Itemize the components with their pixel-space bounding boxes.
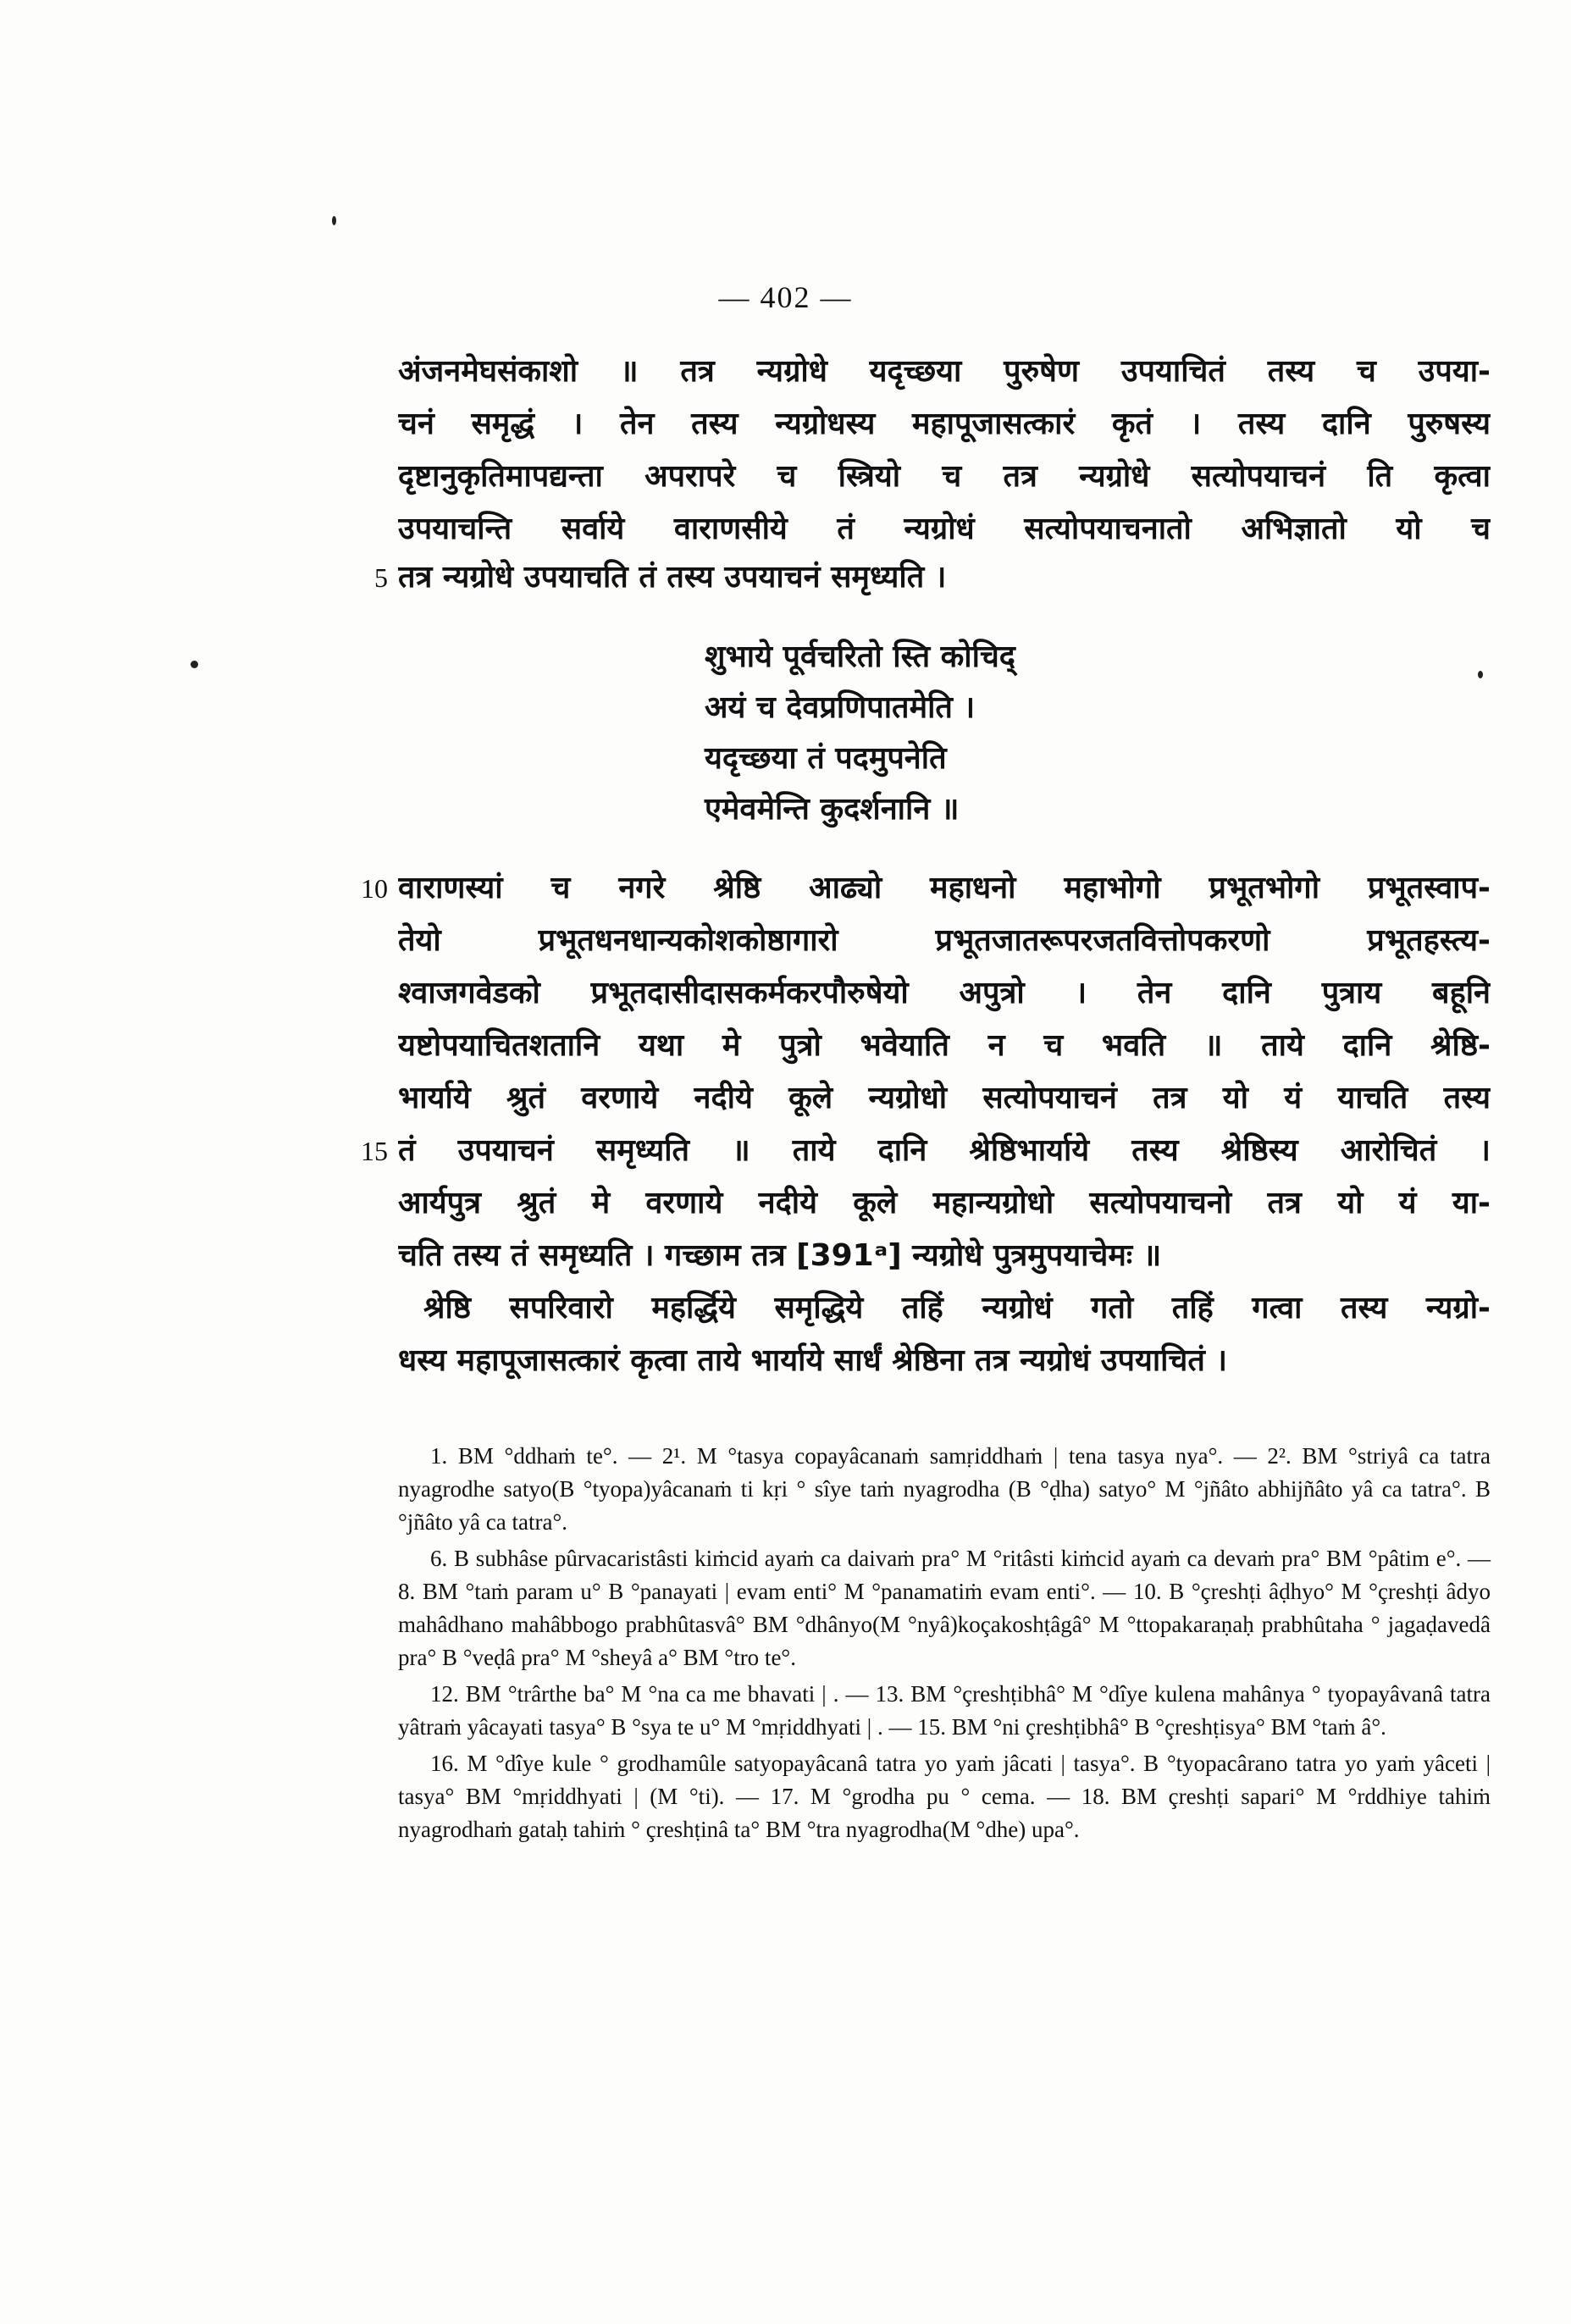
text-line: आर्यपुत्र श्रुतं मे वरणाये नदीये कूले महान्यग्रोधो सत्योपयाचनो तत्र यो यं या- xyxy=(398,1186,1491,1220)
ink-speck xyxy=(332,216,336,225)
text-line: चनं समृद्धं । तेन तस्य न्यग्रोधस्य महापूजासत्कारं कृतं । तस्य दानि पुरुषस्य xyxy=(398,407,1491,441)
ink-speck xyxy=(1478,671,1483,678)
footnotes xyxy=(398,1440,1491,1850)
footnote-paragraph: 1. BM °ddhaṁ te°. — 2¹. M °tasya copayâcanaṁ samṛiddhaṁ | tena tasya nya°. — 2². BM °striyâ ca tatra nyagrodhe satyo(B °tyopa)yâcanaṁ ti kṛi ° sîye taṁ nyagrodha (B °ḍha) satyo° M °jñâto abhijñâto yâ ca tatra°. B °jñâto yâ ca tatra°. xyxy=(398,1443,1491,1535)
verse-line: यदृच्छया तं पदमुपनेति xyxy=(705,741,947,776)
verse-line: एमेवमेन्ति कुदर्शनानि ॥ xyxy=(705,792,960,827)
footnote-paragraph: 16. M °dîye kule ° grodhamûle satyopayâcanâ tatra yo yaṁ jâcati | tasya°. B °tyopacârano tatra yo yaṁ yâceti | tasya° BM °mṛiddhyati | (M °ti). — 17. M °grodha pu ° cema. — 18. BM çreshṭi sapari° M °rddhiye tahiṁ nyagrodhaṁ gataḥ tahiṁ ° çreshṭinâ ta° BM °tra nyagrodha(M °dhe) upa°. xyxy=(398,1751,1491,1842)
text-line: तं उपयाचनं समृध्यति ॥ ताये दानि श्रेष्ठिभार्याये तस्य श्रेष्ठिस्य आरोचितं । xyxy=(398,1133,1491,1168)
text-line: दृष्टानुकृतिमापद्यन्ता अपरापरे च स्त्रियो च तत्र न्यग्रोधे सत्योपयाचनं ति कृत्वा xyxy=(398,459,1491,494)
verse-line: अयं च देवप्रणिपातमेति । xyxy=(705,690,976,725)
ink-speck xyxy=(191,661,198,668)
text-line: उपयाचन्ति सर्वाये वाराणसीये तं न्यग्रोधं सत्योपयाचनातो अभिज्ञातो यो च xyxy=(398,512,1491,546)
text-line: चति तस्य तं समृध्यति । गच्छाम तत्र [391ᵃ] न्यग्रोधे पुत्रमुपयाचेमः ॥ xyxy=(398,1238,1162,1273)
footnote-paragraph: 6. B subhâse pûrvacaristâsti kiṁcid ayaṁ ca daivaṁ pra° M °ritâsti kiṁcid ayaṁ ca devaṁ pra° BM °pâtim e°. — 8. BM °taṁ param u° B °panayati | evam enti° M °panamatiṁ evam enti°. — 10. B °çreshṭi âḍhyo° M °çreshṭi âdyo mahâdhano mahâbbogo prabhûtasvâ° BM °dhânyo(M °nyâ)koçakoshṭâgâ° M °ttopakaraṇaḥ prabhûtaha ° jagaḍavedâ pra° B °veḍâ pra° M °sheyâ a° BM °tro te°. xyxy=(398,1546,1491,1670)
text-line: धस्य महापूजासत्कारं कृत्वा ताये भार्याये सार्धं श्रेष्ठिना तत्र न्यग्रोधं उपयाचितं । xyxy=(398,1343,1228,1378)
line-number-15: 15 xyxy=(361,1136,388,1166)
text-line: भार्याये श्रुतं वरणाये नदीये कूले न्यग्रोधो सत्योपयाचनं तत्र यो यं याचति तस्य xyxy=(398,1081,1491,1115)
text-line: तत्र न्यग्रोधे उपयाचति तं तस्य उपयाचनं समृध्यति । xyxy=(398,560,947,595)
line-number-5: 5 xyxy=(374,562,388,593)
text-line: अंजनमेघसंकाशो ॥ तत्र न्यग्रोधे यदृच्छया पुरुषेण उपयाचितं तस्य च उपया- xyxy=(398,354,1491,389)
verse-line: शुभाये पूर्वचरितो स्ति कोचिद् xyxy=(705,639,1015,674)
text-line: वाराणस्यां च नगरे श्रेष्ठि आढ्यो महाधनो महाभोगो प्रभूतभोगो प्रभूतस्वाप- xyxy=(398,871,1491,905)
text-line: श्वाजगवेडको प्रभूतदासीदासकर्मकरपौरुषेयो अपुत्रो । तेन दानि पुत्राय बहूनि xyxy=(398,976,1491,1010)
footnote-paragraph: 12. BM °trârthe ba° M °na ca me bhavati | . — 13. BM °çreshṭibhâ° M °dîye kulena mahânya ° tyopayâvanâ tatra yâtraṁ yâcayati tasya° B °sya te u° M °mṛiddhyati | . — 15. BM °ni çreshṭibhâ° B °çreshṭisya° BM °taṁ â°. xyxy=(398,1681,1491,1740)
page-number: — 402 — xyxy=(718,280,853,314)
text-line: तेयो प्रभूतधनधान्यकोशकोष्ठागारो प्रभूतजातरूपरजतवित्तोपकरणो प्रभूतहस्त्य- xyxy=(398,923,1491,958)
text-line: यष्टोपयाचितशतानि यथा मे पुत्रो भवेयाति न च भवति ॥ ताये दानि श्रेष्ठि- xyxy=(398,1028,1491,1063)
text-line: श्रेष्ठि सपरिवारो महर्द्धिये समृद्धिये तहिं न्यग्रोधं गतो तहिं गत्वा तस्य न्यग्रो- xyxy=(423,1291,1491,1325)
line-number-10: 10 xyxy=(361,873,388,904)
